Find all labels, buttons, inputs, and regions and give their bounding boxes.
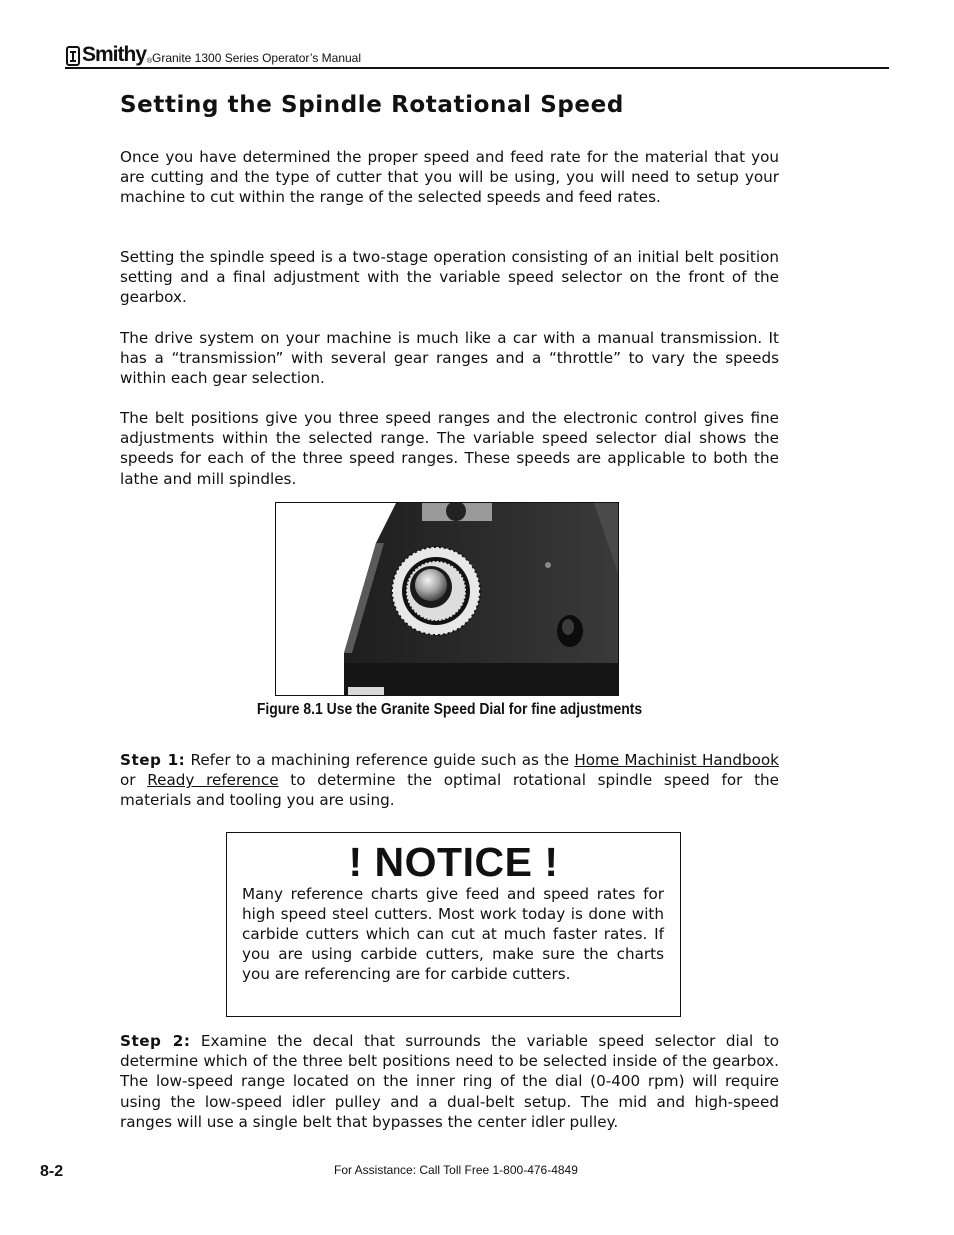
step-1-label: Step 1: xyxy=(120,751,186,769)
step-1-text-a: Refer to a machining reference guide such as the xyxy=(185,751,575,769)
page-number: 8-2 xyxy=(40,1163,64,1180)
step-1-text-c: to determine the optimal rotational spindle speed for the materials and tooling you are using. xyxy=(120,771,779,810)
brand-name: Smithy xyxy=(82,43,147,66)
step-2-label: Step 2: xyxy=(120,1032,191,1050)
paragraph-two-stage: Setting the spindle speed is a two-stage operation consisting of an initial belt position setting and a final adjustment with the variable speed selector on the front of the gearbox. xyxy=(120,248,779,307)
step-2-text: Examine the decal that surrounds the variable speed selector dial to determine which of the three belt positions need to be selected inside of the gearbox. The low-speed range located on the inner ring of the dial (0-400 rpm) will require using the low-speed idler pulley and a dual-belt setup. The mid and high-speed ranges will use a single belt that bypasses the center idler pulley. xyxy=(120,1032,779,1131)
step-1 xyxy=(120,750,779,811)
paragraph-belt-positions: The belt positions give you three speed ranges and the electronic control gives fine adjustments within the selected range. The variable speed selector dial shows the speeds for each of the three speed ranges. These speeds are applicable to both the lathe and mill spindles. xyxy=(120,409,779,488)
notice-text: Many reference charts give feed and speed rates for high speed steel cutters. Most work today is done with carbide cutters which can cut at much faster rates. If you are using carbide cutters, make sure the charts you are referencing are for carbide cutters. xyxy=(242,885,664,984)
paragraph-drive-system: The drive system on your machine is much like a car with a manual transmission. It has a “transmission” with several gear ranges and a “throttle” to vary the speeds within each gear selection. xyxy=(120,329,779,388)
manual-title: Granite 1300 Series Operator’s Manual xyxy=(152,51,362,65)
notice-title: ! NOTICE ! xyxy=(348,839,559,885)
paragraph-intro: Once you have determined the proper speed and feed rate for the material that you are cutting and the type of cutter that you will be using, you will need to setup your machine to cut within the range of the selected speeds and feed rates. xyxy=(120,148,779,207)
notice-box xyxy=(226,832,681,1017)
reference-ready-reference: Ready reference xyxy=(147,771,279,790)
step-1-text-b: or xyxy=(120,771,148,790)
section-heading: Setting the Spindle Rotational Speed xyxy=(120,92,624,118)
reference-home-machinist-handbook: Home Machinist Handbook xyxy=(574,751,779,769)
step-2 xyxy=(120,1031,779,1132)
figure-caption: Figure 8.1 Use the Granite Speed Dial for fine adjustments xyxy=(256,701,643,718)
speed-dial-illustration xyxy=(276,503,618,695)
brand-logo xyxy=(66,42,152,66)
header-divider xyxy=(65,67,889,69)
smithy-emblem-icon xyxy=(66,46,80,66)
speed-dial-photo xyxy=(275,502,619,696)
assistance-line: For Assistance: Call Toll Free 1-800-476-4849 xyxy=(334,1163,578,1177)
registered-mark: ® xyxy=(147,58,153,65)
